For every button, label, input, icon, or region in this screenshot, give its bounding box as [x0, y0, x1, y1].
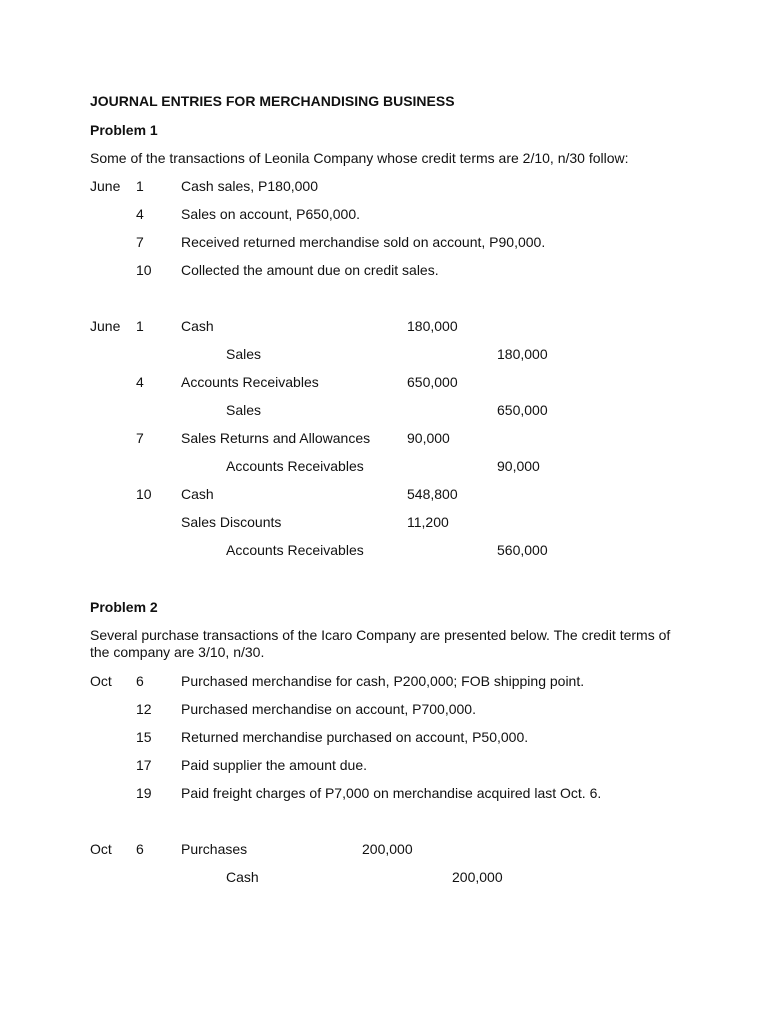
transaction-day: 10 [136, 262, 152, 278]
transaction-text: Cash sales, P180,000 [181, 178, 318, 194]
journal-debit-account: Cash [181, 318, 214, 334]
journal-day: 10 [136, 486, 152, 502]
transaction-day: 4 [136, 206, 144, 222]
journal-debit-account: Sales Discounts [181, 514, 282, 530]
document-title: JOURNAL ENTRIES FOR MERCHANDISING BUSINESS [90, 93, 455, 109]
journal-debit-account: Purchases [181, 841, 248, 857]
journal-month: June [90, 318, 121, 334]
journal-credit-amount: 180,000 [497, 346, 548, 362]
problem-1-heading: Problem 1 [90, 122, 158, 138]
transaction-day: 12 [136, 701, 152, 717]
journal-credit-amount: 90,000 [497, 458, 540, 474]
transaction-day: 7 [136, 234, 144, 250]
transaction-text: Purchased merchandise for cash, P200,000; FOB shipping point. [181, 673, 585, 689]
transaction-day: 19 [136, 785, 152, 801]
journal-day: 6 [136, 841, 144, 857]
journal-debit-account: Cash [181, 486, 214, 502]
journal-credit-account: Accounts Receivables [226, 542, 364, 558]
journal-debit-account: Sales Returns and Allowances [181, 430, 371, 446]
transaction-month: Oct [90, 673, 112, 689]
journal-credit-account: Sales [226, 402, 262, 418]
transaction-day: 17 [136, 757, 152, 773]
journal-debit-amount: 180,000 [407, 318, 458, 334]
journal-day: 7 [136, 430, 144, 446]
journal-day: 1 [136, 318, 144, 334]
journal-debit-account: Accounts Receivables [181, 374, 319, 390]
journal-month: Oct [90, 841, 112, 857]
journal-credit-amount: 200,000 [452, 869, 503, 885]
journal-debit-amount: 11,200 [407, 514, 449, 530]
problem-2-heading: Problem 2 [90, 599, 158, 615]
journal-debit-amount: 548,800 [407, 486, 458, 502]
problem-2-intro: Several purchase transactions of the Icaro Company are presented below. The credit terms of the company are 3/10, n/30. [90, 627, 671, 660]
journal-credit-account: Cash [226, 869, 259, 885]
transaction-text: Paid freight charges of P7,000 on merchandise acquired last Oct. 6. [181, 785, 602, 801]
problem-1-intro: Some of the transactions of Leonila Company whose credit terms are 2/10, n/30 follow: [90, 150, 629, 166]
journal-credit-amount: 560,000 [497, 542, 548, 558]
transaction-day: 15 [136, 729, 152, 745]
transaction-text: Collected the amount due on credit sales. [181, 262, 439, 278]
journal-credit-amount: 650,000 [497, 402, 548, 418]
journal-debit-amount: 200,000 [362, 841, 413, 857]
journal-credit-account: Sales [226, 346, 262, 362]
journal-debit-amount: 650,000 [407, 374, 458, 390]
journal-debit-amount: 90,000 [407, 430, 450, 446]
transaction-day: 1 [136, 178, 144, 194]
journal-credit-account: Accounts Receivables [226, 458, 364, 474]
transaction-text: Purchased merchandise on account, P700,000. [181, 701, 476, 717]
transaction-day: 6 [136, 673, 144, 689]
transaction-month: June [90, 178, 121, 194]
transaction-text: Paid supplier the amount due. [181, 757, 368, 773]
transaction-text: Sales on account, P650,000. [181, 206, 361, 222]
transaction-text: Received returned merchandise sold on account, P90,000. [181, 234, 546, 250]
transaction-text: Returned merchandise purchased on account, P50,000. [181, 729, 529, 745]
journal-day: 4 [136, 374, 144, 390]
